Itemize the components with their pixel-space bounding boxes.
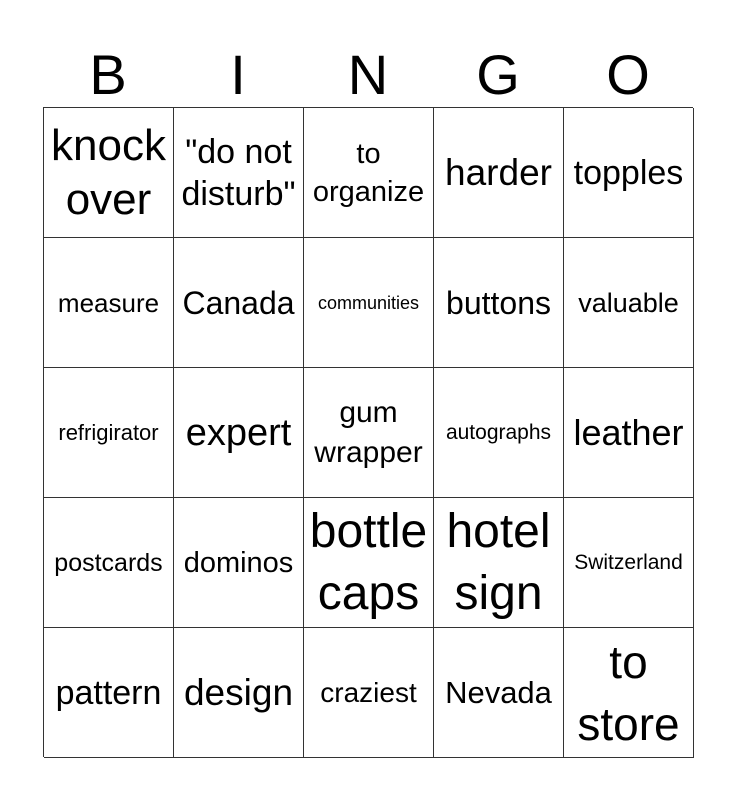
bingo-cell-text: postcards [54, 548, 163, 577]
bingo-cell-text: knock over [51, 120, 166, 224]
bingo-cell-text: autographs [445, 420, 552, 444]
bingo-cell[interactable] [174, 498, 304, 628]
bingo-cell-text: expert [185, 411, 292, 454]
bingo-cell[interactable] [434, 498, 564, 628]
bingo-cell[interactable] [564, 368, 694, 498]
bingo-board [43, 107, 693, 757]
bingo-cell[interactable] [44, 498, 174, 628]
bingo-cell-text: Switzerland [574, 550, 683, 574]
header-letter-o: O [606, 43, 650, 106]
bingo-cell-text: leather [573, 411, 684, 453]
bingo-cell[interactable] [564, 628, 694, 758]
bingo-cell[interactable] [174, 628, 304, 758]
bingo-cell-text: gum wrapper [314, 395, 423, 469]
bingo-cell[interactable] [304, 628, 434, 758]
bingo-cell[interactable] [44, 238, 174, 368]
bingo-cell-text: bottle caps [309, 504, 428, 620]
bingo-cell-text: "do not disturb" [181, 132, 296, 213]
bingo-cell-text: pattern [55, 673, 162, 712]
bingo-cell-text: dominos [183, 546, 294, 579]
bingo-cell-text: refrigirator [58, 419, 159, 445]
bingo-cell[interactable] [434, 108, 564, 238]
bingo-cell[interactable] [564, 108, 694, 238]
bingo-cell[interactable] [44, 628, 174, 758]
bingo-cell[interactable] [564, 498, 694, 628]
bingo-cell-text: Canada [182, 284, 295, 321]
bingo-cell[interactable] [304, 238, 434, 368]
bingo-cell-text: harder [445, 151, 552, 193]
bingo-cell-text: to store [577, 635, 680, 750]
header-letter-g: G [476, 43, 520, 106]
bingo-cell-text: craziest [320, 676, 417, 708]
bingo-cell[interactable] [174, 368, 304, 498]
bingo-cell-text: Nevada [445, 674, 552, 710]
bingo-cell[interactable] [304, 108, 434, 238]
header-letter-n: N [347, 43, 389, 106]
bingo-header [43, 44, 693, 106]
bingo-cell-text: hotel sign [446, 504, 551, 620]
bingo-cell-text: valuable [578, 287, 679, 318]
bingo-cell-text: design [183, 671, 294, 713]
bingo-cell-text: communities [317, 292, 420, 313]
header-letter-b: B [89, 43, 127, 106]
bingo-cell[interactable] [434, 368, 564, 498]
bingo-cell[interactable] [434, 238, 564, 368]
bingo-cell-text: buttons [446, 284, 551, 321]
bingo-cell[interactable] [174, 108, 304, 238]
bingo-cell-text: to organize [312, 137, 425, 208]
bingo-cell[interactable] [174, 238, 304, 368]
bingo-cell[interactable] [44, 108, 174, 238]
bingo-cell-text: topples [573, 153, 684, 192]
bingo-cell-text: measure [57, 287, 160, 318]
bingo-cell[interactable] [44, 368, 174, 498]
bingo-cell[interactable] [304, 498, 434, 628]
bingo-cell[interactable] [304, 368, 434, 498]
header-letter-i: I [230, 43, 246, 106]
bingo-cell[interactable] [564, 238, 694, 368]
bingo-cell[interactable] [434, 628, 564, 758]
